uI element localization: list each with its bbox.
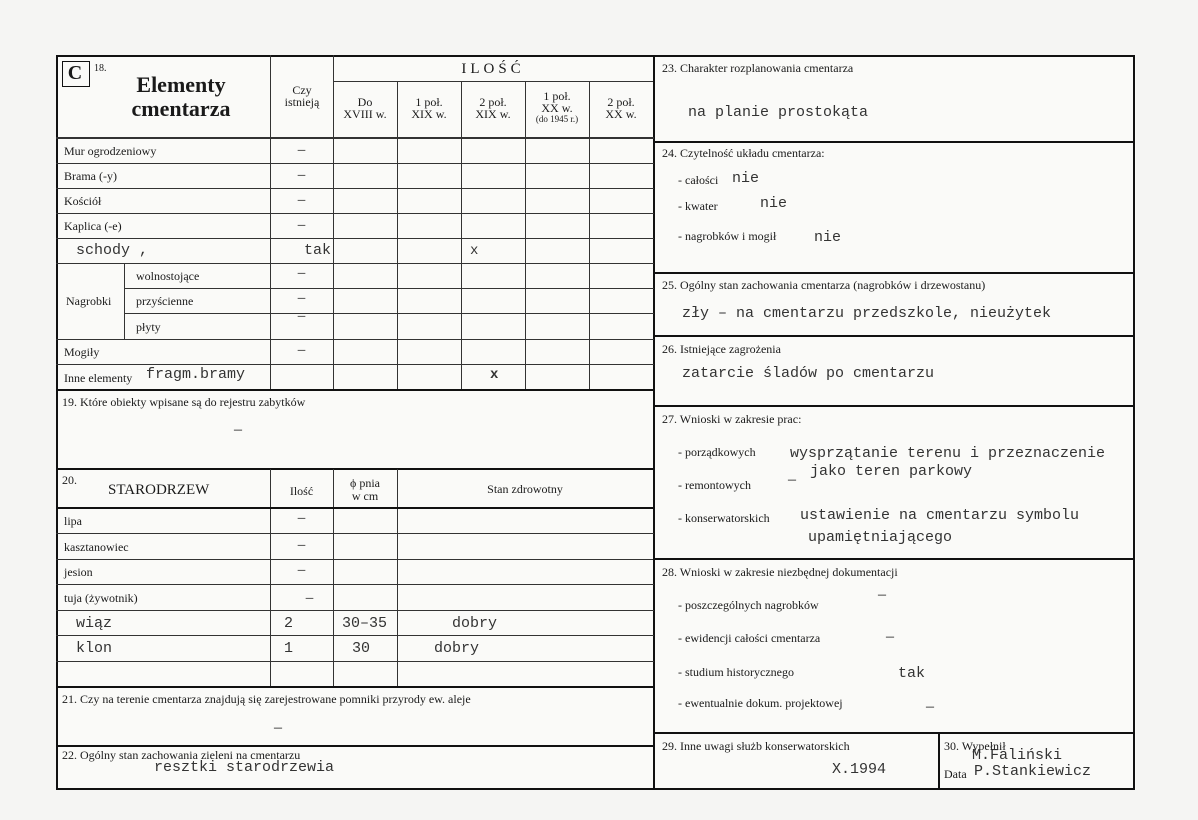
tree-row-0-qty: – — [297, 510, 306, 526]
hline-s24-end — [653, 272, 1135, 274]
row-brama-label: Brama (-y) — [64, 169, 117, 183]
nagrobki-label: Nagrobki — [66, 294, 112, 308]
row-mogily-exists: – — [297, 342, 306, 358]
tree-row-3-qty: – — [305, 590, 314, 606]
s20-hline-end — [56, 686, 654, 688]
s27-remont-val: – — [788, 471, 796, 488]
s22-label: 22. Ogólny stan zachowania zieleni na cmentarzu — [62, 748, 301, 762]
row-inne-label: Inne elementy — [64, 371, 133, 385]
tree-row-1-qty: – — [297, 537, 306, 553]
row-wolno-label: wolnostojące — [136, 269, 200, 283]
s22-value: resztki starodrzewia — [154, 759, 335, 776]
s25-label: 25. Ogólny stan zachowania cmentarza (nagrobków i drzewostanu) — [662, 278, 986, 292]
hline-s23-end — [653, 141, 1135, 143]
period-1-l1: 1 poł. — [415, 95, 443, 109]
s27-porz-val1: wysprzątanie terenu i przeznaczenie — [790, 445, 1106, 462]
vline-p1 — [397, 81, 398, 390]
vline-s29-s30 — [938, 733, 940, 789]
s28-a-val: – — [878, 586, 886, 603]
period-0-l2: XVIII w. — [343, 107, 387, 121]
row-mur-label: Mur ogrodzeniowy — [64, 144, 157, 158]
s21-value: – — [274, 719, 282, 736]
s20-hline-6 — [56, 661, 654, 662]
row-inne-value: fragm.bramy — [146, 366, 246, 383]
s20-col-diam-2: w cm — [351, 489, 379, 503]
hline-s26-end — [653, 405, 1135, 407]
period-2-l1: 2 poł. — [479, 95, 507, 109]
hline-r2 — [56, 188, 654, 189]
record-card — [56, 55, 1136, 790]
exists-col-header-2: istnieją — [284, 95, 320, 109]
hline-r6 — [124, 288, 654, 289]
s21-label: 21. Czy na terenie cmentarza znajdują się zarejestrowane pomniki przyrody ew. aleje — [62, 692, 471, 706]
hline-s28-end — [653, 732, 1135, 734]
tree-row-4-name: wiąz — [76, 615, 113, 632]
s30-data-label: Data — [944, 767, 967, 781]
row-inne-mark: x — [490, 367, 499, 383]
s28-d: - ewentualnie dokum. projektowej — [678, 696, 843, 710]
hline-s25-end — [653, 335, 1135, 337]
s27-kons-val1: ustawienie na cmentarzu symbolu — [800, 507, 1080, 524]
s24-kwater: - kwater — [678, 199, 718, 213]
row-przy-label: przyścienne — [136, 294, 194, 308]
row-schody-exists: tak — [304, 242, 332, 259]
s20-col-diam-1: ϕ pnia — [350, 476, 380, 490]
s20-hline-header — [56, 507, 654, 509]
s20-hline-3 — [56, 584, 654, 585]
vline-p3 — [525, 81, 526, 390]
hline-r8 — [56, 339, 654, 340]
s30-date-by: P.Stankiewicz — [974, 763, 1092, 780]
frame-top-left — [56, 55, 654, 57]
tree-row-0-name: lipa — [64, 514, 82, 528]
hline-r3 — [56, 213, 654, 214]
row-brama-exists: – — [297, 167, 306, 183]
row-mur-exists: – — [297, 142, 306, 158]
period-0-l1: Do — [357, 95, 373, 109]
tree-row-5-name: klon — [76, 640, 113, 657]
s20-col-health: Stan zdrowotny — [487, 482, 563, 496]
s19-value: – — [234, 421, 242, 438]
s28-label: 28. Wnioski w zakresie niezbędnej dokumentacji — [662, 565, 898, 579]
row-mogily-label: Mogiły — [64, 345, 100, 359]
hline-s19-end — [56, 468, 654, 470]
s24-calosci-val: nie — [732, 170, 760, 187]
s20-vline-health — [397, 469, 398, 687]
s28-c: - studium historycznego — [678, 665, 794, 679]
row-przy-exists: – — [297, 290, 306, 306]
s20-hline-4 — [56, 610, 654, 611]
s20-hline-2 — [56, 559, 654, 560]
hline-r5 — [56, 263, 654, 264]
s20-number: 20. — [62, 473, 77, 487]
s27-kons: - konserwatorskich — [678, 511, 770, 525]
row-schody-mark: x — [470, 243, 479, 259]
s29-value: X.1994 — [832, 761, 887, 778]
s19-label: 19. Które obiekty wpisane są do rejestru zabytków — [62, 395, 306, 409]
section-title-line1: Elementy — [136, 72, 226, 97]
hline-s18-end — [56, 389, 654, 391]
vline-p4 — [589, 81, 590, 390]
s28-b-val: – — [886, 628, 894, 645]
section-title-line2: cmentarza — [131, 96, 231, 121]
period-2-l2: XIX w. — [475, 107, 511, 121]
s27-kons-val2: upamiętniającego — [808, 529, 953, 546]
row-kaplica-label: Kaplica (-e) — [64, 219, 122, 233]
s23-value: na planie prostokąta — [688, 104, 869, 121]
tree-row-3-name: tuja (żywotnik) — [64, 591, 138, 605]
s20-hline-5 — [56, 635, 654, 636]
s24-calosci: - całości — [678, 173, 719, 187]
s23-label: 23. Charakter rozplanowania cmentarza — [662, 61, 854, 75]
row-plyty-label: płyty — [136, 320, 161, 334]
frame-right — [1133, 55, 1135, 790]
tree-row-1-name: kasztanowiec — [64, 540, 129, 554]
tree-row-5-diam: 30 — [352, 640, 371, 657]
s20-vline-diam — [333, 469, 334, 687]
tree-row-4-diam: 30–35 — [342, 615, 388, 632]
quantity-header: ILOŚĆ — [461, 61, 525, 77]
section-letter: C — [67, 62, 83, 84]
s28-c-val: tak — [898, 665, 926, 682]
period-3-l1: 1 poł. — [543, 89, 571, 103]
tree-row-5-health: dobry — [434, 640, 480, 657]
s28-b: - ewidencji całości cmentarza — [678, 631, 821, 645]
s20-hline-1 — [56, 533, 654, 534]
hline-ilosc — [333, 81, 653, 82]
period-3-l2: XX w. — [541, 101, 573, 115]
exists-col-header-1: Czy — [292, 83, 312, 97]
s24-nagrobkow: - nagrobków i mogił — [678, 229, 777, 243]
hline-header — [56, 137, 654, 139]
s20-vline-qty — [270, 469, 271, 687]
s30-label: 30. Wypełnił — [944, 739, 1006, 753]
s26-value: zatarcie śladów po cmentarzu — [682, 365, 935, 382]
frame-bottom-left — [56, 788, 654, 790]
frame-bottom-right — [653, 788, 1135, 790]
row-kaplica-exists: – — [297, 217, 306, 233]
tree-row-4-health: dobry — [452, 615, 498, 632]
row-kosciol-label: Kościół — [64, 194, 102, 208]
frame-top-right — [653, 55, 1135, 57]
period-4-l1: 2 poł. — [607, 95, 635, 109]
tree-row-2-name: jesion — [64, 565, 93, 579]
row-wolno-exists: – — [297, 265, 306, 281]
hline-s27-end — [653, 558, 1135, 560]
s27-porz: - porządkowych — [678, 445, 756, 459]
vline-nagrobki — [124, 263, 125, 339]
hline-r9 — [56, 364, 654, 365]
row-plyty-exists: – — [297, 308, 306, 324]
period-1-l2: XIX w. — [411, 107, 447, 121]
s25-value: zły – na cmentarzu przedszkole, nieużytek — [682, 305, 1052, 322]
tree-row-2-qty: – — [297, 562, 306, 578]
period-3-l3: (do 1945 r.) — [535, 114, 579, 124]
frame-left — [56, 55, 58, 790]
s27-porz-val2: jako teren parkowy — [810, 463, 973, 480]
s20-title: STARODRZEW — [108, 482, 210, 498]
s30-filled-by: M.Faliński — [972, 747, 1063, 764]
s28-d-val: – — [926, 698, 934, 715]
s26-label: 26. Istniejące zagrożenia — [662, 342, 781, 356]
tree-row-4-qty: 2 — [284, 615, 294, 632]
s27-label: 27. Wnioski w zakresie prac: — [662, 412, 802, 426]
s24-kwater-val: nie — [760, 195, 788, 212]
tree-row-5-qty: 1 — [284, 640, 294, 657]
s20-col-qty: Ilość — [289, 484, 314, 498]
hline-s21-end — [56, 745, 654, 747]
hline-r1 — [56, 163, 654, 164]
s24-nagrobkow-val: nie — [814, 229, 842, 246]
frame-mid-vertical — [653, 55, 655, 790]
hline-r7 — [124, 313, 654, 314]
vline-p2 — [461, 81, 462, 390]
row-kosciol-exists: – — [297, 192, 306, 208]
section-number: 18. — [94, 63, 107, 74]
s24-label: 24. Czytelność układu cmentarza: — [662, 146, 825, 160]
s29-label: 29. Inne uwagi służb konserwatorskich — [662, 739, 850, 753]
hline-r4 — [56, 238, 654, 239]
s28-a: - poszczególnych nagrobków — [678, 598, 819, 612]
row-schody-label: schody , — [76, 242, 149, 259]
period-4-l2: XX w. — [605, 107, 637, 121]
s27-remont: - remontowych — [678, 478, 751, 492]
